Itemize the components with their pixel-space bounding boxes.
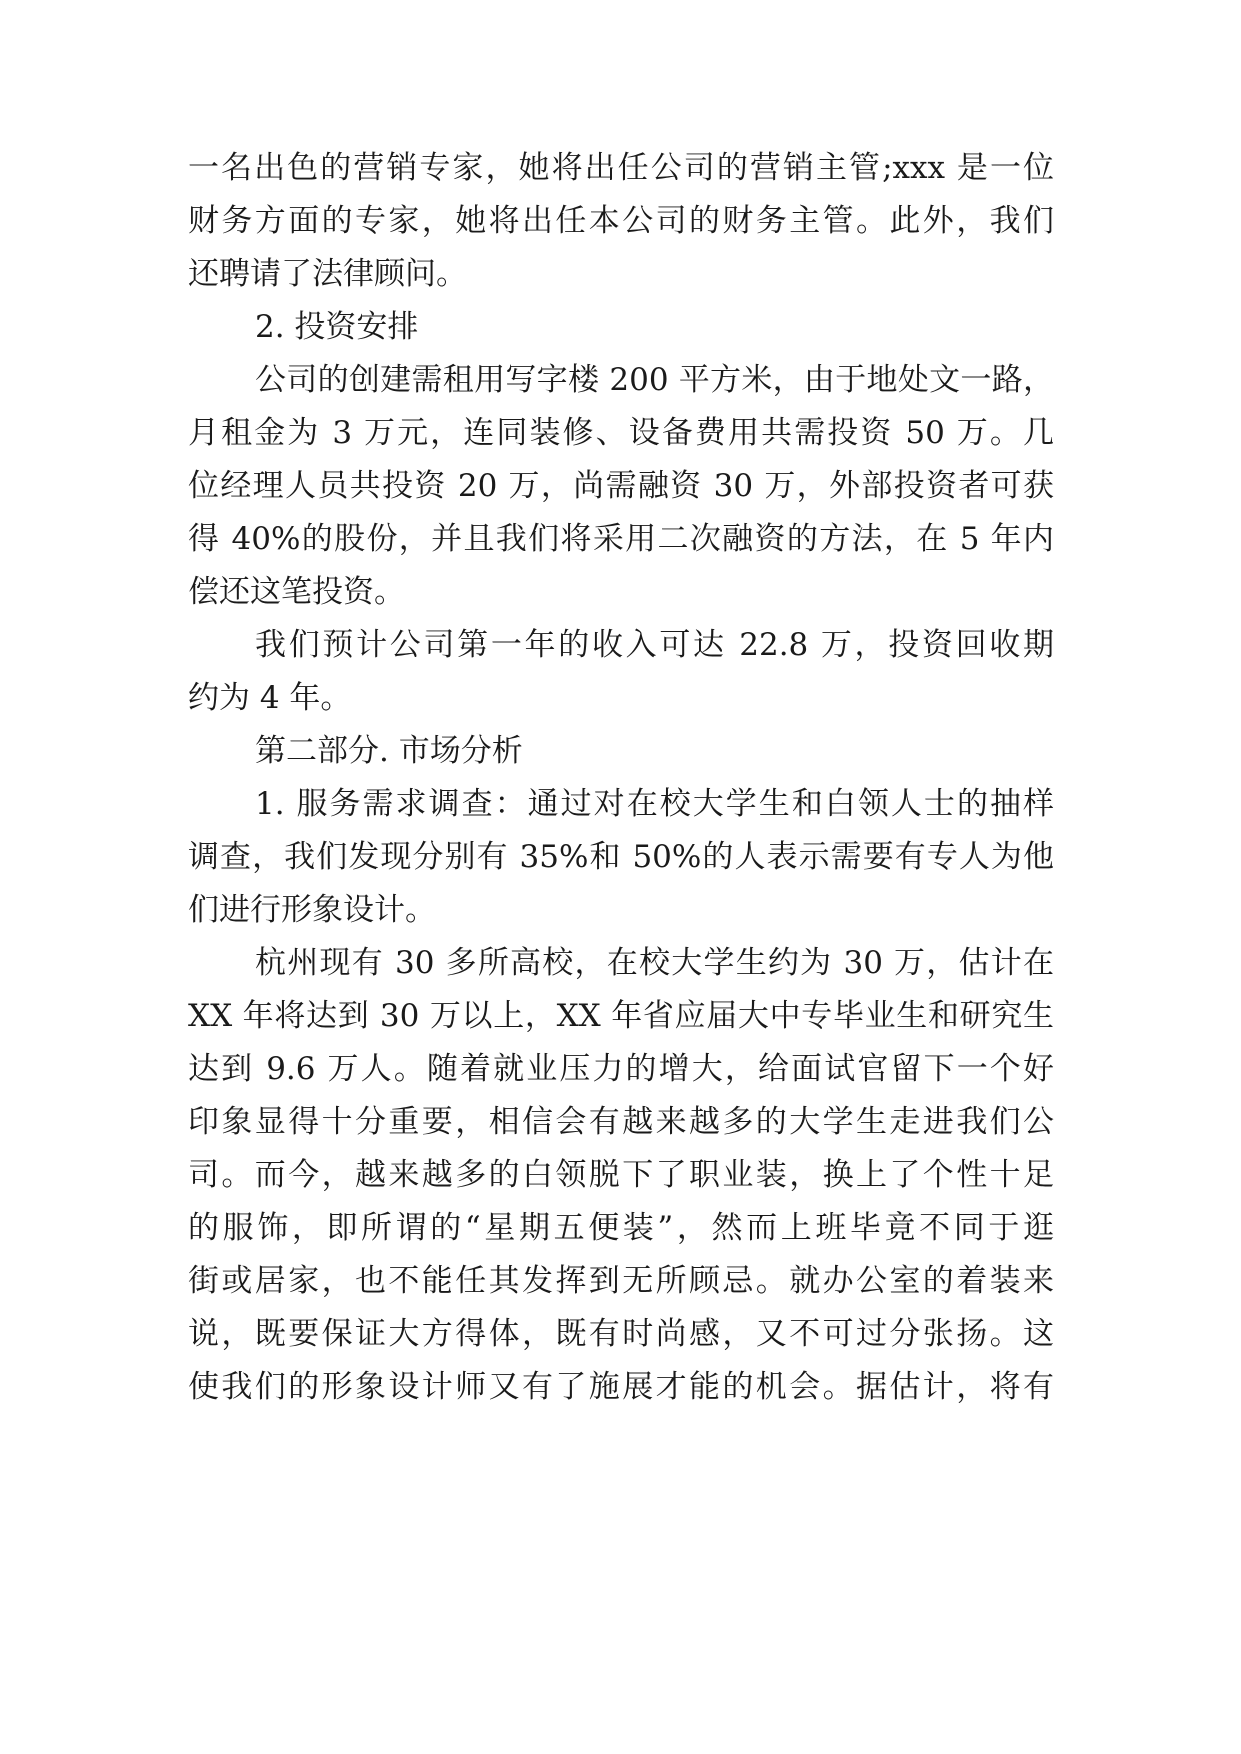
section-heading: 第二部分. 市场分析 — [255, 733, 523, 769]
text-line: XX 年将达到 30 万以上，XX 年省应届大中专毕业生和研究生 — [188, 998, 1054, 1034]
text-line: 说，既要保证大方得体，既有时尚感，又不可过分张扬。这 — [188, 1316, 1054, 1352]
text-line: 得 40%的股份，并且我们将采用二次融资的方法，在 5 年内 — [188, 521, 1054, 557]
text-line: 印象显得十分重要，相信会有越来越多的大学生走进我们公 — [188, 1104, 1054, 1140]
text-line: 月租金为 3 万元，连同装修、设备费用共需投资 50 万。几 — [188, 415, 1054, 451]
text-line: 使我们的形象设计师又有了施展才能的机会。据估计，将有 — [188, 1369, 1054, 1405]
text-line: 调查，我们发现分别有 35%和 50%的人表示需要有专人为他 — [188, 839, 1054, 875]
text-line: 位经理人员共投资 20 万，尚需融资 30 万，外部投资者可获 — [188, 468, 1054, 504]
text-line: 司。而今，越来越多的白领脱下了职业装，换上了个性十足 — [188, 1157, 1054, 1193]
text-line: 杭州现有 30 多所高校，在校大学生约为 30 万，估计在 — [255, 945, 1054, 981]
text-line: 我们预计公司第一年的收入可达 22.8 万，投资回收期 — [255, 627, 1054, 663]
text-line: 还聘请了法律顾问。 — [188, 256, 467, 292]
text-line: 一名出色的营销专家，她将出任公司的营销主管;xxx 是一位 — [188, 150, 1054, 186]
text-line: 公司的创建需租用写字楼 200 平方米，由于地处文一路， — [255, 362, 1054, 398]
text-line: 达到 9.6 万人。随着就业压力的增大，给面试官留下一个好 — [188, 1051, 1054, 1087]
text-line: 1. 服务需求调查：通过对在校大学生和白领人士的抽样 — [255, 786, 1054, 822]
text-line: 的服饰，即所谓的“星期五便装”，然而上班毕竟不同于逛 — [188, 1210, 1054, 1246]
text-line: 偿还这笔投资。 — [188, 574, 405, 610]
text-line: 街或居家，也不能任其发挥到无所顾忌。就办公室的着装来 — [188, 1263, 1054, 1299]
text-line: 们进行形象设计。 — [188, 892, 436, 928]
section-heading: 2. 投资安排 — [255, 309, 419, 345]
text-line: 财务方面的专家，她将出任本公司的财务主管。此外，我们 — [188, 203, 1054, 239]
text-line: 约为 4 年。 — [188, 680, 352, 716]
